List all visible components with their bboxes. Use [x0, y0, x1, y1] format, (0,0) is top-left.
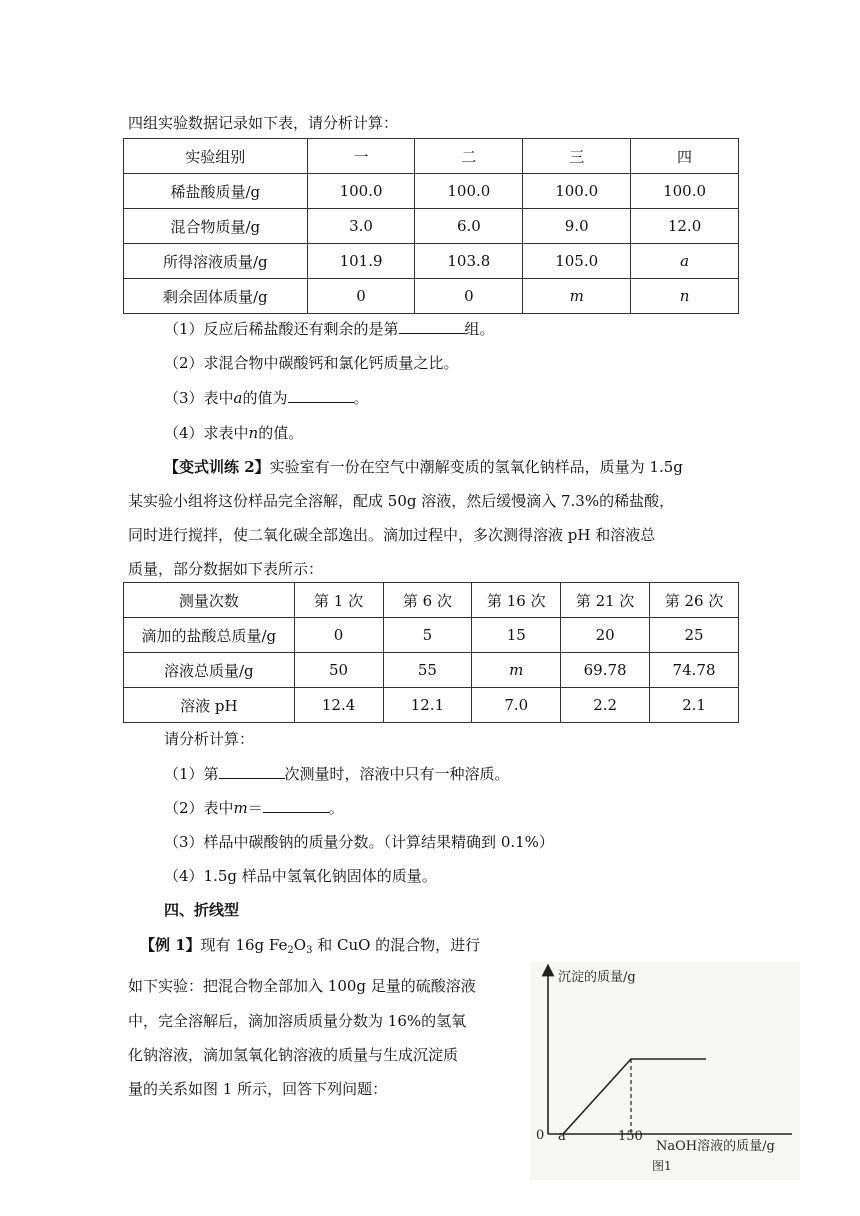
table-header-cell: 实验组别: [124, 139, 308, 174]
table-cell: 12.0: [631, 209, 739, 244]
table-row: [124, 209, 739, 244]
table-row: [124, 174, 739, 209]
table-cell: 2.2: [561, 688, 650, 723]
question-1-3: [164, 387, 369, 408]
table-row: [124, 688, 739, 723]
paragraph-text: 和 CuO 的混合物，进行: [312, 936, 481, 954]
question-text: 。: [328, 799, 344, 817]
answer-blank: [288, 388, 354, 403]
question-text: （2）表中: [164, 799, 234, 817]
answer-blank: [399, 319, 465, 334]
table-cell: 0: [307, 279, 415, 314]
example-line-4: 化钠溶液，滴加氢氧化钠溶液的质量与生成沉淀质: [128, 1046, 459, 1064]
table-cell: 74.78: [650, 653, 739, 688]
experiment-table: [123, 138, 739, 314]
x-axis-label: NaOH溶液的质量/g: [656, 1139, 775, 1154]
example-line-3: 中，完全溶解后，滴加溶质质量分数为 16%的氢氧: [128, 1012, 467, 1030]
origin-label: 0: [536, 1128, 545, 1143]
table-header-cell: 一: [307, 139, 415, 174]
table-cell: 5: [383, 618, 472, 653]
question-text: （1）第: [164, 765, 219, 783]
table-header-cell: 三: [523, 139, 631, 174]
table-row: [124, 618, 739, 653]
table-cell: 0: [415, 279, 523, 314]
table-cell: 103.8: [415, 244, 523, 279]
paragraph-text: 实验室有一份在空气中潮解变质的氢氧化钠样品，质量为 1.5g: [269, 458, 683, 476]
table-cell: 101.9: [307, 244, 415, 279]
variable: n: [248, 424, 259, 442]
question-2-3: （3）样品中碳酸钠的质量分数。（计算结果精确到 0.1%）: [164, 833, 554, 851]
question-1-2: （2）求混合物中碳酸钙和氯化钙质量之比。: [164, 354, 459, 372]
table-header-cell: 第 16 次: [472, 583, 561, 618]
question-2-1: [164, 763, 510, 784]
figure-caption: 图1: [652, 1159, 672, 1173]
table-row: [124, 653, 739, 688]
subscript: 3: [306, 945, 313, 956]
table-cell: 6.0: [415, 209, 523, 244]
table-cell: 15: [472, 618, 561, 653]
question-text: 。: [353, 389, 369, 407]
table-cell: m: [523, 279, 631, 314]
row-label: 剩余固体质量/g: [124, 279, 308, 314]
table-cell: a: [631, 244, 739, 279]
example-line-5: 量的关系如图 1 所示，回答下列问题：: [128, 1080, 388, 1098]
tick-label-150: 150: [618, 1129, 643, 1144]
table-header-row: [124, 139, 739, 174]
variable: m: [233, 799, 248, 817]
paragraph-text: 现有 16g Fe: [200, 936, 288, 954]
row-label: 滴加的盐酸总质量/g: [124, 618, 295, 653]
paragraph-text: O: [293, 936, 307, 954]
variant-tag: 【变式训练 2】: [164, 458, 270, 476]
row-label: 溶液总质量/g: [124, 653, 295, 688]
table-header-cell: 第 6 次: [383, 583, 472, 618]
table-header-cell: 二: [415, 139, 523, 174]
question-text: 次测量时，溶液中只有一种溶质。: [284, 765, 510, 783]
table-cell: 100.0: [631, 174, 739, 209]
table-header-row: [124, 583, 739, 618]
table-cell: 105.0: [523, 244, 631, 279]
variant-line-1: [164, 456, 683, 477]
table-cell: m: [472, 653, 561, 688]
table-cell: 12.4: [294, 688, 383, 723]
table-header-cell: 四: [631, 139, 739, 174]
question-2-2: [164, 797, 344, 818]
table-cell: n: [631, 279, 739, 314]
table-header-cell: 第 1 次: [294, 583, 383, 618]
section-heading: 四、折线型: [164, 901, 240, 919]
question-1-1: [164, 318, 495, 339]
question-2-lead: 请分析计算：: [164, 730, 255, 748]
table-cell: 55: [383, 653, 472, 688]
question-text: ＝: [247, 799, 263, 817]
question-text: （3）表中: [164, 389, 234, 407]
table-cell: 12.1: [383, 688, 472, 723]
example-line-2: 如下实验：把混合物全部加入 100g 足量的硫酸溶液: [128, 977, 476, 995]
answer-blank: [219, 764, 285, 779]
table-cell: 0: [294, 618, 383, 653]
table-header-cell: 第 21 次: [561, 583, 650, 618]
question-text: 组。: [464, 320, 495, 338]
table-cell: 3.0: [307, 209, 415, 244]
variant-line-2: 某实验小组将这份样品完全溶解，配成 50g 溶液，然后缓慢滴入 7.3%的稀盐酸，: [128, 492, 675, 510]
row-label: 所得溶液质量/g: [124, 244, 308, 279]
table-cell: 69.78: [561, 653, 650, 688]
figure-1: [530, 962, 800, 1180]
table-header-cell: 测量次数: [124, 583, 295, 618]
question-2-4: （4）1.5g 样品中氢氧化钠固体的质量。: [164, 867, 437, 885]
variant-line-3: 同时进行搅拌，使二氧化碳全部逸出。滴加过程中，多次测得溶液 pH 和溶液总: [128, 526, 656, 544]
question-1-4: [164, 422, 303, 443]
table-cell: 25: [650, 618, 739, 653]
example-line-1: [140, 934, 480, 956]
table-row: [124, 279, 739, 314]
row-label: 稀盐酸质量/g: [124, 174, 308, 209]
measurement-table: [123, 582, 739, 723]
table-cell: 100.0: [307, 174, 415, 209]
table-cell: 50: [294, 653, 383, 688]
table-header-cell: 第 26 次: [650, 583, 739, 618]
variable: a: [233, 389, 243, 407]
question-text: （4）求表中: [164, 424, 249, 442]
table-cell: 2.1: [650, 688, 739, 723]
table-cell: 7.0: [472, 688, 561, 723]
row-label: 溶液 pH: [124, 688, 295, 723]
subscript: 2: [287, 945, 294, 956]
y-axis-label: 沉淀的质量/g: [558, 970, 636, 985]
table-row: [124, 244, 739, 279]
row-label: 混合物质量/g: [124, 209, 308, 244]
variant-line-4: 质量，部分数据如下表所示：: [128, 560, 324, 578]
question-text: 的值。: [258, 424, 304, 442]
table-cell: 9.0: [523, 209, 631, 244]
question-text: 的值为: [242, 389, 288, 407]
tick-label-a: a: [558, 1129, 566, 1144]
answer-blank: [263, 798, 329, 813]
table-cell: 20: [561, 618, 650, 653]
example-tag: 【例 1】: [140, 936, 201, 954]
table-cell: 100.0: [523, 174, 631, 209]
table-cell: 100.0: [415, 174, 523, 209]
intro-text: 四组实验数据记录如下表，请分析计算：: [128, 114, 399, 132]
question-text: （1）反应后稀盐酸还有剩余的是第: [164, 320, 399, 338]
